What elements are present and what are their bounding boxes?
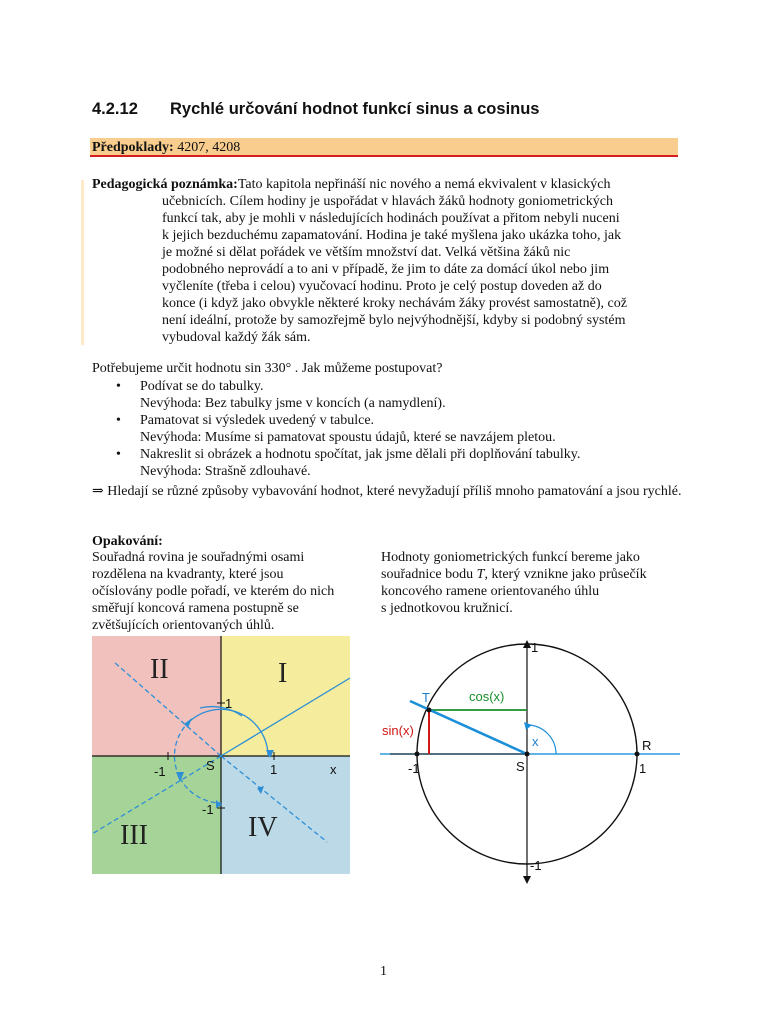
quadrant-ii-label: II: [150, 654, 169, 685]
unit-circle-figure: [380, 640, 685, 885]
prerequisites-bar: [90, 138, 678, 157]
sin-label: sin(x): [382, 723, 414, 738]
tick-label-y-1: 1: [225, 696, 233, 711]
section-heading: Rychlé určování hodnot funkcí sinus a cosinus: [170, 100, 540, 118]
prerequisites-value: 4207, 4208: [177, 140, 241, 155]
drawback: Nevýhoda: Strašně zdlouhavé.: [140, 464, 311, 479]
tick-label-x-minus-1: -1: [154, 764, 166, 779]
review-right-line: souřadnice bodu T, který vznikne jako průsečík: [381, 567, 647, 582]
note-line: je možné si dělat pořádek ve větším množství dat. Velká většina žáků nic: [162, 245, 571, 260]
label-bottom: -1: [530, 858, 542, 873]
origin-label: S: [516, 759, 525, 774]
note-line: Pedagogická poznámka:Tato kapitola nepřináší nic nového a nemá ekvivalent v klasických: [92, 177, 611, 192]
quadrant-iv-label: IV: [248, 812, 278, 843]
point-r-label: R: [642, 738, 652, 753]
conclusion: ⇒ Hledají se různé způsoby vybavování hodnot, které nevyžadují příliš mnoho pamatování a jsou rychlé.: [92, 484, 682, 499]
review-left-text: Souřadná rovina je souřadnými osami rozdělena na kvadranty, které jsou očíslovány podle pořadí, ve kterém do nich směřují koncová ramena postupně se zvětšujících orientovaných úhlů.: [92, 550, 335, 633]
y-axis-arrow-down-icon: [523, 876, 531, 884]
note-line: podobného neprovádí a to ani v případě, že jim to dáte za domácí úkol nebo jim: [162, 262, 610, 277]
note-line: učebnicích. Cílem hodiny je uspořádat v hlavách žáků hodnoty goniometrických: [162, 194, 613, 209]
note-line: funkcí tak, aby je mohli v následujících hodinách používat a přitom nebyli nuceni: [162, 211, 620, 226]
implies-arrow: ⇒: [92, 484, 104, 499]
note-line: k jejich bezduchému zapamatování. Hodina je také myšlena jako ukázka toho, jak: [162, 228, 622, 243]
sin-expression: sin 330°: [244, 361, 292, 376]
tick-label-y-minus-1: -1: [202, 802, 214, 817]
section-number: 4.2.12: [92, 100, 138, 118]
point-t-label: T: [422, 690, 430, 705]
note-line: konce (i když jako obvykle některé kroky nechávám žáky provést samostatně), což: [162, 296, 627, 311]
label-right: 1: [639, 761, 647, 776]
approach-list: [92, 378, 692, 480]
intro-question: Potřebujeme určit hodnotu sin 330° . Jak můžeme postupovat?: [92, 361, 443, 376]
quadrant-i-fill: [221, 636, 350, 756]
x-axis-label: x: [330, 762, 337, 777]
quadrant-iii-label: III: [120, 820, 148, 851]
cos-label: cos(x): [469, 689, 505, 704]
drawback: Nevýhoda: Musíme si pamatovat spoustu údajů, které se navzájem pletou.: [140, 430, 556, 445]
tick-label-x-1: 1: [270, 762, 278, 777]
list-item: • Pamatovat si výsledek uvedený v tabulce. Nevýhoda: Musíme si pamatovat spoustu údajů, které se navzájem pletou.: [92, 412, 692, 446]
pedagogical-note: [92, 176, 684, 346]
origin-label: S: [206, 758, 215, 773]
point-minus-1: [415, 752, 420, 757]
point-r: [635, 752, 640, 757]
angle-arrow-icon: [524, 722, 532, 730]
origin-point: [525, 752, 530, 757]
note-line: není ideální, protože by samozřejmě bylo nejvýhodnější, kdyby si podobný systém: [162, 313, 626, 328]
review-heading: Opakování:: [92, 534, 163, 549]
quadrant-figure: [92, 636, 350, 874]
angle-label: x: [532, 734, 539, 749]
page-number: 1: [380, 964, 387, 979]
note-line: vybudoval každý žák sám.: [162, 330, 311, 345]
list-item: • Nakreslit si obrázek a hodnotu spočítat, jak jsme dělali při doplňování tabulky. Nevýhoda: Strašně zdlouhavé.: [92, 446, 692, 480]
quadrant-i-label: I: [278, 658, 288, 689]
note-label: Pedagogická poznámka:: [92, 177, 238, 192]
point-t: [427, 708, 432, 713]
list-item: • Podívat se do tabulky. Nevýhoda: Bez tabulky jsme v koncích (a namydlení).: [92, 378, 692, 412]
review-right-text: Hodnoty goniometrických funkcí bereme jako souřadnice bodu T, který vznikne jako průsečík koncového ramene orientovaného úhlu s jednotkovou kružnicí.: [381, 549, 691, 617]
note-margin-marker: [81, 180, 84, 345]
label-left: -1: [408, 761, 420, 776]
section-title: [92, 100, 540, 119]
drawback: Nevýhoda: Bez tabulky jsme v koncích (a namydlení).: [140, 396, 446, 411]
label-top: 1: [531, 640, 539, 655]
prerequisites-label: Předpoklady:: [92, 140, 174, 155]
note-line: vyčleníte (třeba i celou) vyučovací hodinu. Proto je celý postup doveden až do: [162, 279, 602, 294]
